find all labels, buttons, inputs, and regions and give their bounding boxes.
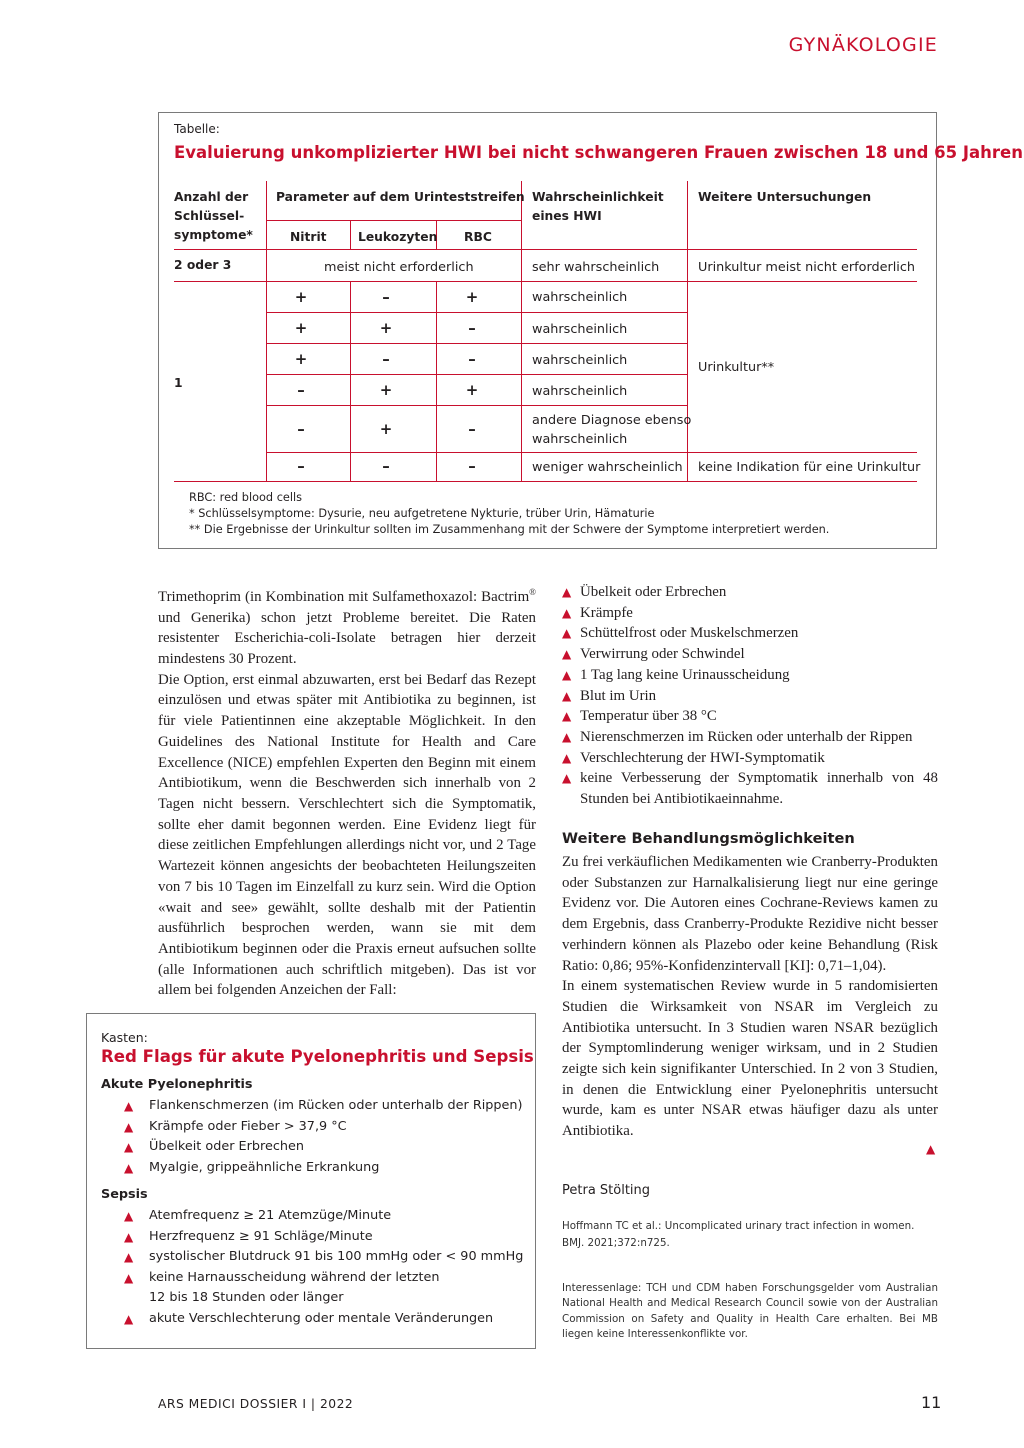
table-hline — [174, 281, 917, 282]
table-hline — [266, 374, 687, 375]
header-rbc: RBC — [464, 230, 492, 244]
red-triangle-bullet-icon: ▲ — [124, 1250, 134, 1264]
left-column-text — [158, 582, 536, 1001]
cell-likelihood: wahrscheinlich — [532, 353, 628, 368]
list-item: ▲ Temperatur über 38 °C — [562, 706, 938, 727]
list-item: ▲ Flankenschmerzen (im Rücken oder unterhalb der Rippen) — [124, 1096, 523, 1117]
paragraph: Trimethoprim (in Kombination mit Sulfamethoxazol: Bactrim® und Generika) schon jetzt Probleme bereitet. Die Raten resistenter Escherichia-coli-Isolate betragen hier derzeit mindestens 30 Prozent. — [158, 587, 536, 668]
table-hline — [174, 481, 917, 482]
list-item: ▲ Übelkeit oder Erbrechen — [562, 582, 938, 603]
list-item: ▲ keine Verbesserung der Symptomatik innerhalb von 48 Stunden bei Antibiotikaeinnahme. — [562, 770, 938, 808]
table-footnote: RBC: red blood cells — [189, 491, 303, 504]
group-further: Urinkultur** — [698, 360, 775, 375]
list-item: ▲ Übelkeit oder Erbrechen — [124, 1137, 523, 1158]
cell-rbc: – — [468, 420, 476, 438]
list-item: ▲ akute Verschlechterung oder mentale Veränderungen — [124, 1309, 523, 1330]
red-triangle-bullet-icon: ▲ — [562, 626, 572, 641]
list-item: ▲ systolischer Blutdruck 91 bis 100 mmHg oder < 90 mmHg — [124, 1247, 523, 1268]
list-item: ▲ Atemfrequenz ≥ 21 Atemzüge/Minute — [124, 1206, 523, 1227]
info-box-label: Kasten: — [101, 1030, 148, 1045]
red-triangle-bullet-icon: ▲ — [562, 667, 572, 682]
table-hline — [174, 249, 917, 250]
pyelonephritis-heading: Akute Pyelonephritis — [101, 1077, 253, 1092]
table-vline — [436, 281, 437, 481]
pyelonephritis-list — [124, 1096, 523, 1178]
cell-rbc: – — [468, 350, 476, 368]
paragraph: In einem systematischen Review wurde in 5 randomisierten Studien die Wirksamkeit von NSAR im Vergleich zu Antibiotika untersucht. In 3 Studien waren NSAR bezüglich der Symptomlinderung weniger wirksam, und in 2 Studien zeigte sich kein signifikanter Unterschied. In 2 von 3 Studien, in denen die Entwicklung einer Pyelonephritis untersucht wurde, kam es unter NSAR etwas häufiger dazu als unter Antibiotika. — [562, 978, 938, 1140]
red-triangle-bullet-icon: ▲ — [124, 1119, 134, 1134]
list-item: ▲ Schüttelfrost oder Muskelschmerzen — [562, 623, 938, 644]
cell-nitrite: – — [297, 381, 305, 399]
red-triangle-bullet-icon: ▲ — [562, 688, 572, 703]
table-vline — [521, 181, 522, 481]
red-triangle-bullet-icon: ▲ — [562, 750, 572, 765]
list-item: ▲ Verschlechterung der HWI-Symptomatik — [562, 748, 938, 769]
table-footnote: * Schlüsselsymptome: Dysurie, neu aufgetretene Nykturie, trüber Urin, Hämaturie — [189, 507, 655, 520]
red-triangle-bullet-icon: ▲ — [124, 1311, 134, 1326]
red-triangle-bullet-icon: ▲ — [124, 1229, 134, 1244]
table-vline — [266, 181, 267, 481]
cell-likelihood: wahrscheinlich — [532, 290, 628, 305]
red-triangle-bullet-icon: ▲ — [124, 1209, 134, 1223]
table-vline — [350, 220, 351, 249]
author: Petra Stölting — [562, 1183, 651, 1198]
journal-footer: ARS MEDICI DOSSIER I | 2022 — [158, 1397, 354, 1411]
table-title: Evaluierung unkomplizierter HWI bei nicht schwangeren Frauen zwischen 18 und 65 Jahren — [174, 143, 1023, 162]
cell-rbc: + — [465, 288, 479, 306]
row-params-2-3: meist nicht erforderlich — [324, 260, 474, 275]
row-further-2-3: Urinkultur meist nicht erforderlich — [698, 260, 915, 275]
cell-leukocytes: – — [382, 350, 390, 368]
row-count-2-3: 2 oder 3 — [174, 258, 232, 272]
reference: Hoffmann TC et al.: Uncomplicated urinary tract infection in women. BMJ. 2021;372:n725. — [562, 1220, 915, 1249]
paragraph: Die Option, erst einmal abzuwarten, erst bei Bedarf das Rezept einzulösen und etwas später mit Antibiotika zu beginnen, ist für viele Patientinnen eine akzeptable Möglichkeit. In den Guidelines des National Institute for Health and Care Excellence (NICE) empfehlen Experten den Beginn mit einem Antibiotikum, wenn die Beschwerden sich innerhalb von 2 Tagen nicht bessern. Verschlechtert sich die Symptomatik, sollte eher damit begonnen werden. Eine Evidenz liegt für diese zeitlichen Empfehlungen allerdings nicht vor, und 2 Tage Wartezeit können angesichts der beobachteten Heilungszeiten von 7 bis 10 Tagen im Einzelfall zu kurz sein. Wird die Option «wait and see» gewählt, sollte deshalb mit der Patientin ausführlich besprochen werden, wann sie mit dem Antibiotikum beginnen oder die Praxis erneut aufsuchen sollte (alle Informationen auch schriftlich mitgeben). Das ist vor allem bei folgenden Anzeichen der Fall: — [158, 671, 536, 999]
cell-leukocytes: – — [382, 288, 390, 306]
header-nitrite: Nitrit — [290, 230, 327, 244]
cell-rbc: – — [468, 457, 476, 475]
red-triangle-bullet-icon: ▲ — [124, 1099, 134, 1113]
red-triangle-bullet-icon: ▲ — [562, 709, 572, 724]
cell-leukocytes: + — [379, 319, 393, 337]
page-number: 11 — [921, 1393, 942, 1412]
conflict-of-interest: Interessenlage: TCH und CDM haben Forschungsgelder vom Australian National Health and Medical Research Council sowie von der Australian Commission on Safety and Quality in Health Care erhalten. Bei MB liegen keine Interessenkonflikte vor. — [562, 1282, 938, 1340]
cell-further: keine Indikation für eine Urinkultur — [698, 460, 921, 475]
list-item: ▲ Herzfrequenz ≥ 91 Schläge/Minute — [124, 1227, 523, 1248]
info-box-title: Red Flags für akute Pyelonephritis und Sepsis — [101, 1047, 534, 1066]
cell-nitrite: – — [297, 420, 305, 438]
red-triangle-bullet-icon: ▲ — [562, 771, 572, 786]
header-further: Weitere Untersuchungen — [698, 190, 872, 204]
cell-leukocytes: + — [379, 381, 393, 399]
cell-rbc: – — [468, 319, 476, 337]
header-leukocytes: Leukozyten — [358, 230, 438, 244]
group-count-1: 1 — [174, 376, 183, 390]
list-item: ▲ Myalgie, grippeähnliche Erkrankung — [124, 1158, 523, 1179]
list-item: ▲ Blut im Urin — [562, 686, 938, 707]
end-mark-icon: ▲ — [926, 1142, 936, 1156]
cell-leukocytes: + — [379, 420, 393, 438]
red-triangle-bullet-icon: ▲ — [562, 605, 572, 620]
list-item: ▲ 1 Tag lang keine Urinausscheidung — [562, 665, 938, 686]
cell-likelihood: wahrscheinlich — [532, 384, 628, 399]
list-item: ▲ keine Harnausscheidung während der letzten 12 bis 18 Stunden oder länger — [124, 1269, 440, 1305]
table-hline — [266, 452, 917, 453]
cell-likelihood: andere Diagnose ebenso wahrscheinlich — [532, 413, 692, 447]
red-triangle-bullet-icon: ▲ — [124, 1140, 134, 1154]
list-item: ▲ Krämpfe oder Fieber > 37,9 °C — [124, 1117, 523, 1138]
warning-signs-list — [562, 582, 938, 810]
list-item: ▲ Verwirrung oder Schwindel — [562, 644, 938, 665]
table-label: Tabelle: — [174, 122, 220, 136]
table-hline — [266, 343, 687, 344]
red-triangle-bullet-icon: ▲ — [562, 647, 572, 662]
right-column-text — [562, 852, 938, 1142]
cell-nitrite: + — [294, 319, 308, 337]
paragraph: Zu frei verkäuflichen Medikamenten wie Cranberry-Produkten oder Substanzen zur Harnalkalisierung liegt nur eine geringe Evidenz vor. Die Autoren eines Cochrane-Reviews kamen zu dem Ergebnis, dass Cranberry-Produkte Rezidive nicht besser verhindern können als Plazebo oder keine Behandlung (Risk Ratio: 0,86; 95%-Konfidenzintervall [KI]: 0,71–1,04). — [562, 854, 938, 974]
red-triangle-bullet-icon: ▲ — [124, 1160, 134, 1175]
row-likelihood-2-3: sehr wahrscheinlich — [532, 260, 660, 275]
red-triangle-bullet-icon: ▲ — [562, 729, 572, 744]
header-keysymptoms: Anzahl der Schlüssel- symptome* — [174, 190, 253, 242]
table-hline — [266, 405, 687, 406]
list-item: ▲ Krämpfe — [562, 603, 938, 624]
sepsis-list — [124, 1206, 523, 1329]
table-hline — [266, 220, 521, 221]
section-label: GYNÄKOLOGIE — [788, 34, 938, 56]
table-footnote: ** Die Ergebnisse der Urinkultur sollten im Zusammenhang mit der Schwere der Symptome interpretiert werden. — [189, 523, 830, 536]
cell-nitrite: + — [294, 350, 308, 368]
list-item: ▲ Nierenschmerzen im Rücken oder unterhalb der Rippen — [562, 727, 938, 748]
sepsis-heading: Sepsis — [101, 1187, 148, 1202]
cell-rbc: + — [465, 381, 479, 399]
cell-likelihood: weniger wahrscheinlich — [532, 460, 683, 475]
section-heading: Weitere Behandlungsmöglichkeiten — [562, 830, 855, 847]
red-triangle-bullet-icon: ▲ — [562, 585, 572, 599]
cell-nitrite: + — [294, 288, 308, 306]
red-triangle-bullet-icon: ▲ — [124, 1270, 134, 1285]
header-params: Parameter auf dem Urinteststreifen — [276, 190, 525, 204]
cell-nitrite: – — [297, 457, 305, 475]
header-likelihood: Wahrscheinlichkeit eines HWI — [532, 190, 664, 223]
table-vline — [350, 281, 351, 481]
table-hline — [266, 312, 687, 313]
cell-leukocytes: – — [382, 457, 390, 475]
cell-likelihood: wahrscheinlich — [532, 322, 628, 337]
